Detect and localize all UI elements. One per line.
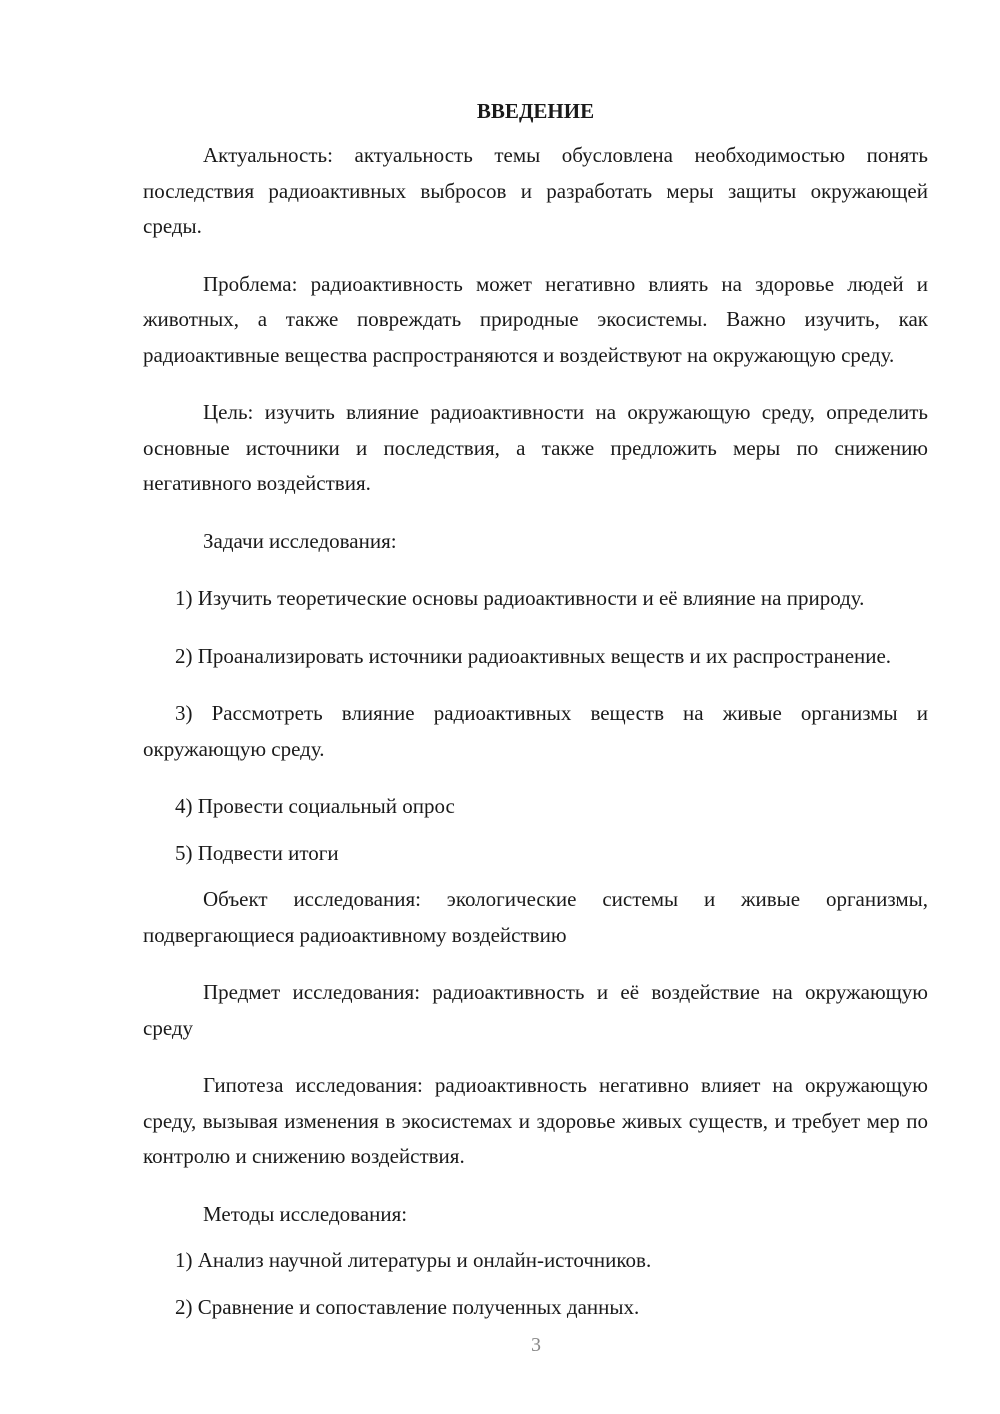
object-paragraph: Объект исследования: экологические системы и живые организмы, подвергающиеся радиоактивному воздействию [143,887,928,947]
document-page [143,96,928,1347]
method-item: 2) Сравнение и сопоставление полученных данных. [175,1294,640,1319]
task-item: 5) Подвести итоги [175,840,339,865]
page-title: ВВЕДЕНИЕ [476,99,595,123]
task-item: 1) Изучить теоретические основы радиоактивности и её влияние на природу. [175,586,865,610]
goal-paragraph: Цель: изучить влияние радиоактивности на окружающую среду, определить основные источники и последствия, а также предложить меры по снижению негативного воздействия. [143,400,928,495]
task-item: 3) Рассмотреть влияние радиоактивных веществ на живые организмы и окружающую среду. [143,701,928,761]
hypothesis-paragraph: Гипотеза исследования: радиоактивность негативно влияет на окружающую среду, вызывая изменения в экосистемах и здоровье живых существ, и требует мер по контролю и снижению воздействия. [143,1073,928,1168]
relevance-paragraph: Актуальность: актуальность темы обусловлена необходимостью понять последствия радиоактивных выбросов и разработать меры защиты окружающей среды. [143,143,928,238]
page-number: 3 [531,1334,541,1356]
task-item: 2) Проанализировать источники радиоактивных веществ и их распространение. [175,643,892,668]
problem-paragraph: Проблема: радиоактивность может негативно влиять на здоровье людей и животных, а также повреждать природные экосистемы. Важно изучить, как радиоактивные вещества распространяются и воздействуют на окружающую среду. [143,271,928,367]
tasks-heading: Задачи исследования: [203,528,397,553]
methods-heading: Методы исследования: [203,1201,408,1226]
subject-paragraph: Предмет исследования: радиоактивность и её воздействие на окружающую среду [143,980,928,1040]
task-item: 4) Провести социальный опрос [175,794,455,818]
method-item: 1) Анализ научной литературы и онлайн-источников. [175,1248,652,1272]
